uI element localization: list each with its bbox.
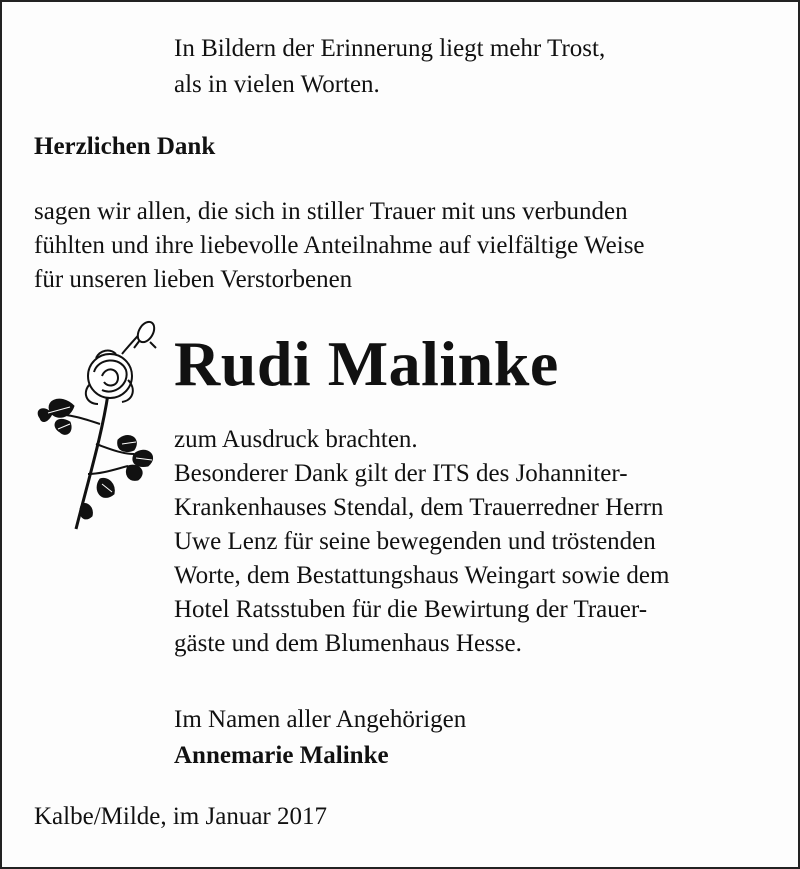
motto-line-1: In Bildern der Erinnerung liegt mehr Trost, [174, 35, 606, 62]
intro-text [34, 195, 774, 297]
motto-line-2: als in vielen Worten. [174, 71, 380, 98]
intro-line: für unseren lieben Verstorbenen [34, 266, 353, 293]
body-line: zum Ausdruck brachten. [174, 426, 418, 453]
body-line: Besonderer Dank gilt der ITS des Johanniter- [174, 460, 628, 487]
rose-icon [30, 314, 165, 536]
body-line: Uwe Lenz für seine bewegenden und tröstenden [174, 528, 656, 555]
intro-line: sagen wir allen, die sich in stiller Trauer mit uns verbunden [34, 198, 628, 225]
signature-name: Annemarie Malinke [174, 742, 389, 769]
intro-line: fühlten und ihre liebevolle Anteilnahme auf vielfältige Weise [34, 232, 645, 259]
body-line: Krankenhauses Stendal, dem Trauerredner Herrn [174, 494, 664, 521]
deceased-name: Rudi Malinke [174, 328, 559, 399]
body-line: gäste und dem Blumenhaus Hesse. [174, 630, 522, 657]
body-line: Worte, dem Bestattungshaus Weingart sowie dem [174, 562, 670, 589]
place-date: Kalbe/Milde, im Januar 2017 [34, 803, 327, 830]
thanks-text [174, 423, 770, 661]
signature-line: Im Namen aller Angehörigen [174, 706, 467, 733]
heading: Herzlichen Dank [34, 133, 216, 160]
body-line: Hotel Ratsstuben für die Bewirtung der Trauer- [174, 596, 648, 623]
